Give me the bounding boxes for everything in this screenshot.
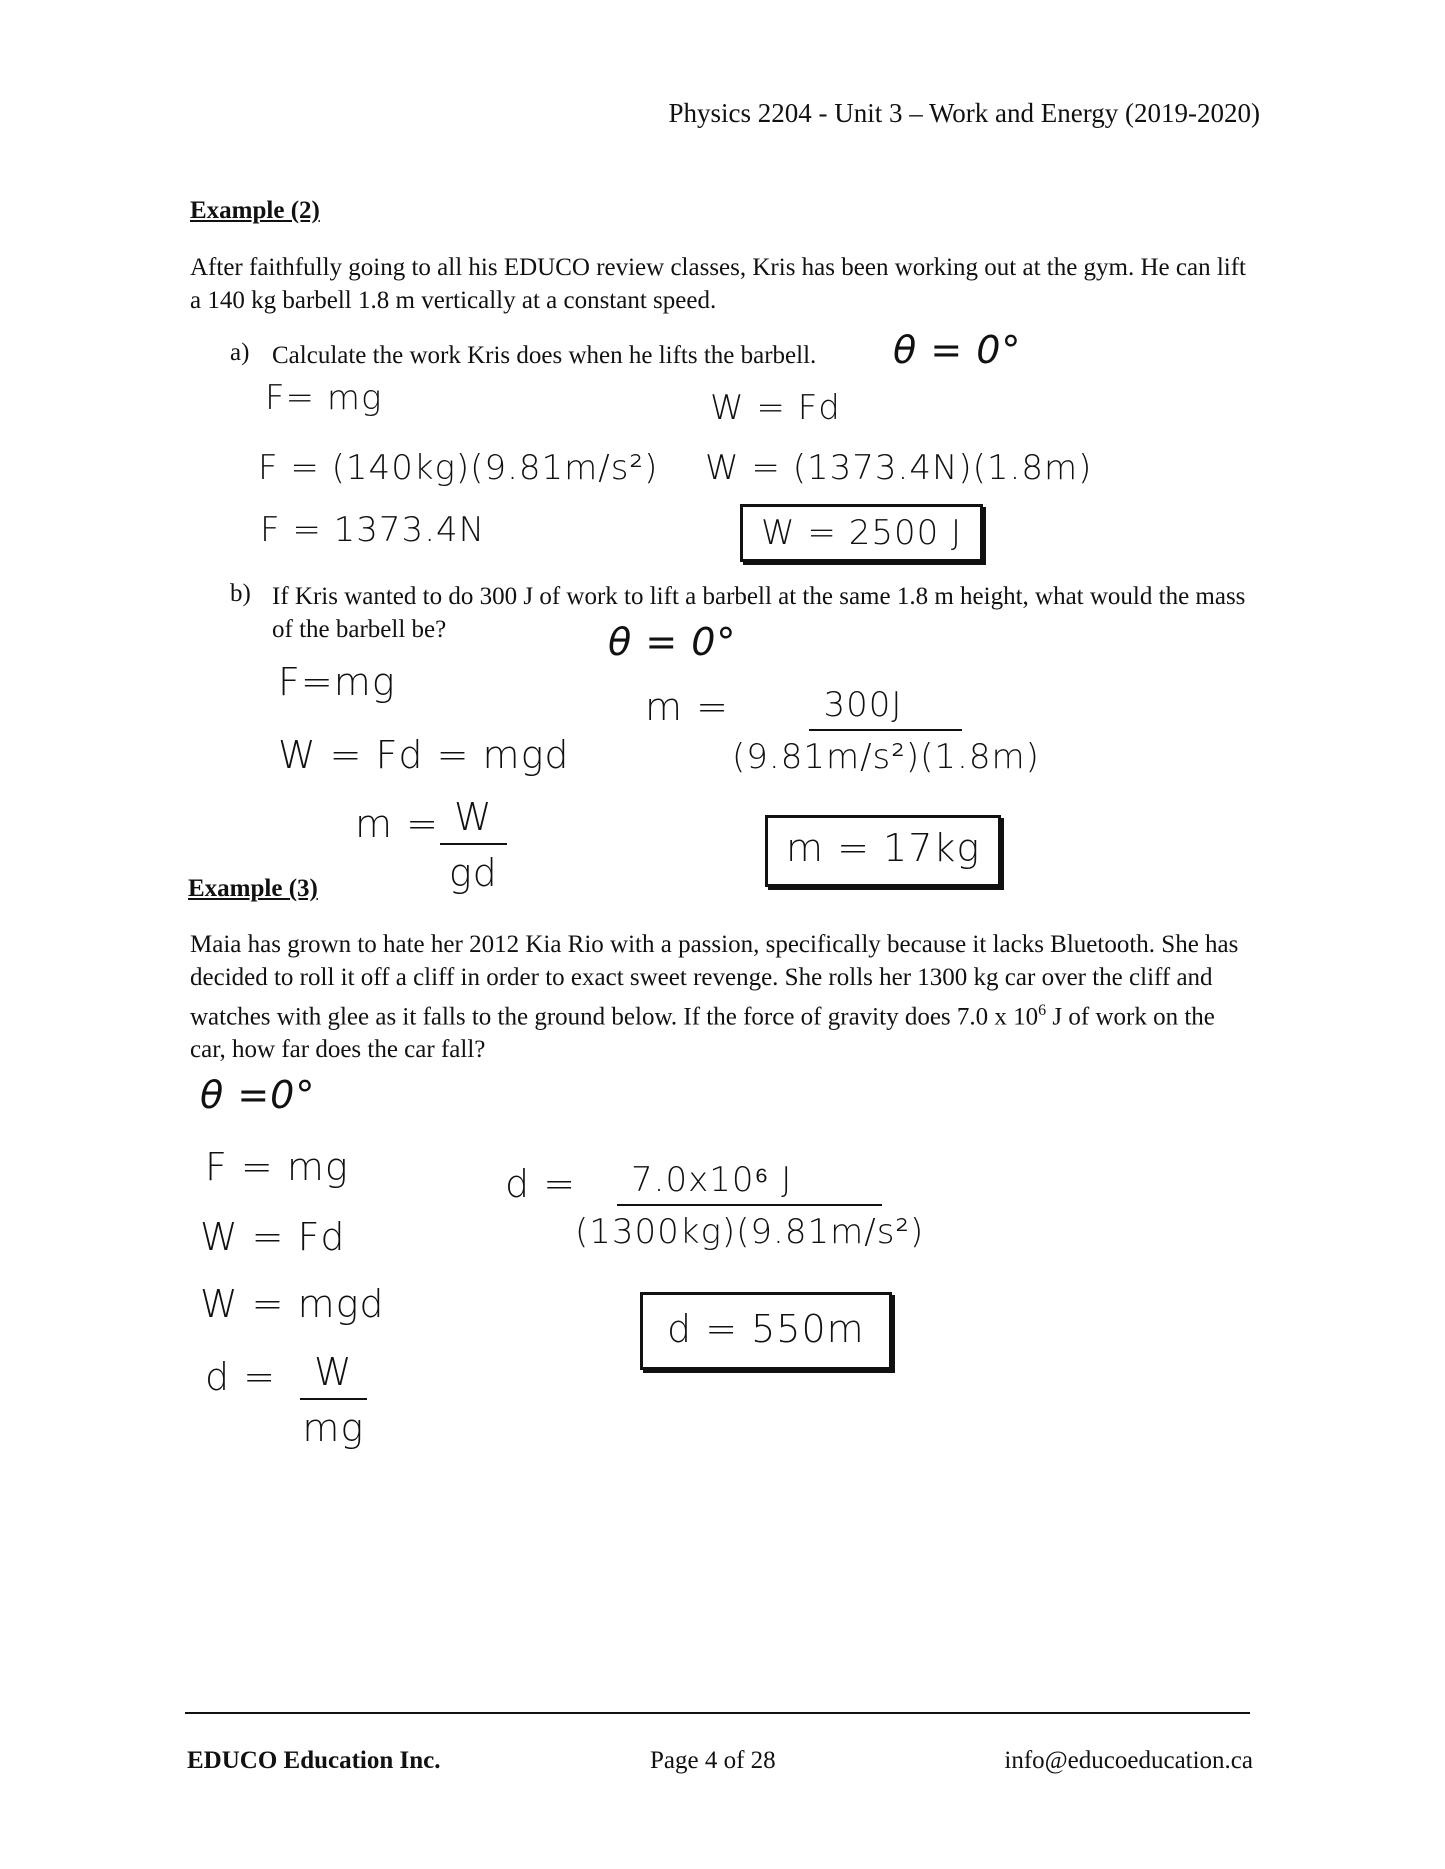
part-a-work-line: W = Fd xyxy=(710,388,841,428)
part-a-work-line: F = 1373.4N xyxy=(260,510,486,550)
example-3-work-line: W = mgd xyxy=(200,1282,385,1326)
part-a-question: Calculate the work Kris does when he lifts the barbell. xyxy=(272,342,817,369)
part-b-label: b) xyxy=(230,580,251,607)
part-a-work-line: F = (140kg)(9.81m/s²) xyxy=(258,448,659,488)
example-3-text xyxy=(190,928,1255,1066)
part-b-work-line: F=mg xyxy=(278,660,396,704)
part-b-mass-label: m = xyxy=(355,802,439,846)
fraction-denominator: (1300kg)(9.81m/s²) xyxy=(575,1212,925,1252)
example-2-text: After faithfully going to all his EDUCO review classes, Kris has been working out at the gym. He can lift a 140 kg barbell 1.8 m vertically at a constant speed. xyxy=(190,254,1247,314)
footer-page-number: Page 4 of 28 xyxy=(650,1747,776,1774)
example-3-right-label: d = xyxy=(505,1162,577,1206)
example-3-theta: θ =0° xyxy=(200,1073,316,1117)
example-3-work-line: W = Fd xyxy=(200,1215,346,1259)
part-b-right-fraction xyxy=(732,685,1040,777)
example-3-text-end: J of work on the car, how far does the car fall? xyxy=(190,1003,1215,1064)
part-b-answer-box: m = 17kg xyxy=(765,815,1001,887)
fraction-denominator: gd xyxy=(448,851,498,895)
page-header: Physics 2204 - Unit 3 – Work and Energy (2019-2020) xyxy=(668,98,1260,128)
part-b-question: If Kris wanted to do 300 J of work to lift a barbell at the same 1.8 m height, what would the mass of the barbell be? xyxy=(272,583,1246,643)
example-3-work-line: F = mg xyxy=(205,1145,349,1189)
part-a-theta: θ = 0° xyxy=(893,328,1022,372)
footer-company: EDUCO Education Inc. xyxy=(187,1747,441,1774)
part-a-work-line: W = (1373.4N)(1.8m) xyxy=(705,448,1093,488)
fraction-numerator: 300J xyxy=(809,685,962,731)
footer-divider xyxy=(185,1712,1250,1714)
part-b-work-line: W = Fd = mgd xyxy=(278,733,570,777)
fraction-numerator: 7.0x10⁶ J xyxy=(617,1160,882,1206)
part-a-answer-box: W = 2500 J xyxy=(740,504,983,562)
example-3-right-fraction xyxy=(575,1160,924,1252)
example-3-text-main: Maia has grown to hate her 2012 Kia Rio with a passion, specifically because it lacks Bluetooth. She has decided to roll it off a cliff in order to exact sweet revenge. She rolls her 1300 kg car over the cliff and watches with glee as it falls to the ground below. If the force of gravity does 7.0 x 10 xyxy=(190,931,1239,1031)
part-b-theta: θ = 0° xyxy=(608,620,737,664)
part-a-work-line: F= mg xyxy=(265,378,383,418)
part-a-label: a) xyxy=(230,339,250,366)
example-3-answer-box: d = 550m xyxy=(640,1292,892,1370)
example-3-heading: Example (3) xyxy=(188,875,318,902)
example-3-d-label: d = xyxy=(205,1355,277,1399)
fraction-denominator: mg xyxy=(302,1406,365,1450)
part-b-right-label: m = xyxy=(645,685,729,729)
example-2-heading: Example (2) xyxy=(190,197,320,224)
fraction-numerator: W xyxy=(440,795,507,845)
example-3-d-fraction xyxy=(300,1350,367,1450)
footer-email: info@educoeducation.ca xyxy=(1004,1747,1253,1774)
fraction-numerator: W xyxy=(300,1350,367,1400)
part-b-mass-fraction xyxy=(440,795,507,895)
example-3-exponent: 6 xyxy=(1038,1002,1047,1019)
fraction-denominator: (9.81m/s²)(1.8m) xyxy=(732,737,1040,777)
